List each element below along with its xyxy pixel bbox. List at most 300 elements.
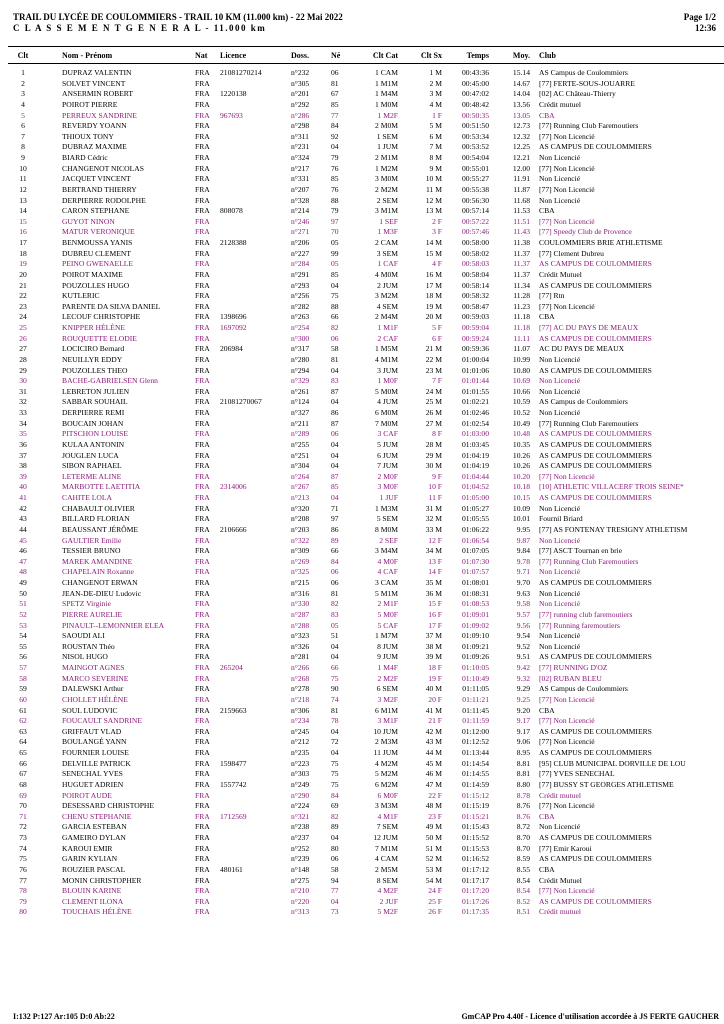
- cell-clt: 49: [19, 578, 27, 587]
- cell-nom: GARIN KYLIAN: [62, 854, 118, 864]
- cell-sx: 52 M: [425, 854, 442, 864]
- cell-dos: n°245: [291, 726, 310, 736]
- column-headers: [0, 50, 724, 62]
- cell-nom: CAHITE LOLA: [62, 493, 112, 502]
- cell-clt: 80: [19, 907, 27, 917]
- cell-nat: FRA: [195, 620, 210, 630]
- col-dossard: Doss.: [291, 51, 310, 60]
- race-title: TRAIL DU LYCÉE DE COULOMMIERS - TRAIL 10 KM (11.000 km) - 22 Mai 2022: [13, 12, 343, 22]
- cell-clt: 63: [19, 726, 27, 736]
- cell-cat: 5 M1M: [375, 588, 398, 598]
- cell-sx: 22 M: [425, 354, 442, 364]
- cell-ne: 66: [331, 663, 339, 672]
- cell-tps: 01:09:02: [461, 620, 489, 630]
- cell-nom: MARBOTTE LAETITIA: [62, 482, 141, 492]
- cell-nom: PARENTE DA SILVA DANIEL: [62, 301, 161, 311]
- cell-clt: 17: [19, 238, 27, 247]
- cell-tps: 00:47:02: [461, 89, 489, 99]
- table-row: [0, 291, 724, 302]
- cell-clt: 58: [19, 673, 27, 683]
- cell-tps: 01:03:45: [461, 439, 489, 449]
- cell-cat: 3 M1M: [375, 206, 398, 216]
- cell-cat: 2 M5M: [375, 864, 398, 874]
- cell-moy: 9.56: [516, 620, 530, 630]
- cell-moy: 10.26: [512, 450, 530, 460]
- cell-clt: 74: [19, 843, 27, 853]
- cell-ne: 06: [331, 68, 339, 77]
- cell-sx: 20 F: [428, 694, 442, 704]
- cell-cat: 4 M1F: [377, 811, 398, 821]
- cell-ne: 06: [331, 854, 339, 864]
- cell-clt: 61: [19, 705, 27, 715]
- table-row: [0, 121, 724, 132]
- cell-cat: 6 M2M: [375, 779, 398, 789]
- cell-tps: 00:55:01: [461, 163, 489, 173]
- cell-tps: 00:45:00: [461, 78, 489, 88]
- cell-dos: n°252: [291, 843, 310, 853]
- cell-dos: n°294: [291, 365, 310, 375]
- table-row: [0, 514, 724, 525]
- cell-cat: 6 JUM: [377, 450, 398, 460]
- cell-nom: DELVILLE PATRICK: [62, 758, 131, 768]
- cell-cat: 2 M2M: [375, 184, 398, 194]
- cell-clt: 35: [19, 429, 27, 439]
- cell-club: Non Licencié: [539, 535, 581, 545]
- cell-ne: 81: [331, 588, 339, 598]
- cell-nat: FRA: [195, 811, 210, 821]
- cell-dos: n°293: [291, 280, 310, 290]
- table-row: [0, 270, 724, 281]
- cell-cat: 3 M0M: [375, 174, 398, 184]
- cell-ne: 84: [331, 790, 339, 800]
- cell-club: CBA: [539, 705, 555, 715]
- cell-dos: n°223: [291, 758, 310, 768]
- cell-dos: n°331: [291, 174, 310, 184]
- cell-club: [77] Running Club Faremoutiers: [539, 121, 639, 131]
- cell-cat: 3 M4M: [375, 546, 398, 556]
- cell-clt: 38: [19, 461, 27, 471]
- cell-moy: 14.04: [512, 89, 530, 99]
- cell-moy: 11.18: [513, 312, 530, 322]
- cell-clt: 65: [19, 748, 27, 757]
- cell-clt: 42: [19, 503, 27, 513]
- cell-sx: 27 M: [425, 418, 442, 428]
- cell-ne: 85: [331, 99, 339, 109]
- cell-tps: 00:59:03: [461, 312, 489, 322]
- cell-moy: 8.72: [516, 822, 530, 832]
- table-row: [0, 100, 724, 111]
- cell-clt: 64: [19, 737, 27, 747]
- cell-clt: 46: [19, 546, 27, 556]
- table-row: [0, 408, 724, 419]
- cell-dos: n°309: [291, 546, 310, 556]
- cell-cat: 2 SEF: [379, 535, 398, 545]
- cell-club: AS CAMPUS DE COULOMMIERS: [539, 365, 652, 375]
- cell-nom: JOUGLEN LUCA: [62, 450, 119, 460]
- cell-cat: 1 M0F: [377, 376, 398, 386]
- cell-dos: n°321: [291, 811, 310, 821]
- cell-ne: 74: [331, 694, 339, 704]
- cell-club: AS CAMPUS DE COULOMMIERS: [539, 833, 652, 842]
- cell-dos: n°210: [291, 886, 310, 896]
- cell-sx: 35 M: [425, 578, 442, 587]
- col-temps: Temps: [466, 51, 489, 60]
- table-row: [0, 865, 724, 876]
- header-rule-bottom: [8, 63, 724, 64]
- cell-cat: 1 M1M: [375, 78, 398, 88]
- cell-cat: 2 JUM: [377, 280, 398, 290]
- cell-nat: FRA: [195, 833, 210, 842]
- cell-nom: DESESSARD CHRISTOPHE: [62, 801, 155, 811]
- cell-club: Non Licencié: [539, 153, 581, 162]
- cell-club: [77] Running faremoutiers: [539, 620, 620, 630]
- cell-cat: 2 JUF: [379, 896, 398, 906]
- cell-cat: 4 M0F: [377, 556, 398, 566]
- cell-lic: 1557742: [220, 779, 247, 789]
- cell-nat: FRA: [195, 280, 210, 290]
- cell-dos: n°232: [291, 68, 310, 77]
- cell-club: AS Campus de Coulommiers: [539, 68, 628, 77]
- cell-club: AS CAMPUS DE COULOMMIERS: [539, 142, 652, 152]
- cell-tps: 01:03:00: [461, 429, 489, 439]
- cell-clt: 72: [19, 822, 27, 832]
- table-row: [0, 854, 724, 865]
- cell-sx: 13 M: [425, 206, 442, 216]
- cell-club: [95] CLUB MUNICIPAL DORVILLE DE LOU: [539, 758, 686, 768]
- cell-moy: 10.20: [512, 471, 530, 481]
- cell-nom: SENECHAL YVES: [62, 769, 123, 779]
- footer-software: GmCAP Pro 4.40f - Licence d'utilisation accordée à JS FERTE GAUCHER: [461, 1012, 719, 1021]
- cell-club: AC DU PAYS DE MEAUX: [539, 344, 625, 354]
- cell-nat: FRA: [195, 206, 210, 216]
- cell-cat: 3 M2F: [377, 694, 398, 704]
- cell-sx: 9 F: [432, 471, 442, 481]
- cell-sx: 7 F: [432, 376, 442, 386]
- cell-club: [77] Speedy Club de Provence: [539, 227, 632, 237]
- cell-nat: FRA: [195, 567, 210, 577]
- cell-ne: 82: [331, 599, 339, 609]
- cell-clt: 52: [19, 609, 27, 619]
- cell-clt: 73: [19, 833, 27, 842]
- table-row: [0, 68, 724, 79]
- table-row: [0, 695, 724, 706]
- cell-dos: n°320: [291, 503, 310, 513]
- cell-clt: 25: [19, 323, 27, 332]
- cell-clt: 48: [19, 567, 27, 577]
- cell-sx: 13 F: [428, 556, 442, 566]
- cell-sx: 4 M: [429, 99, 442, 109]
- cell-ne: 05: [331, 259, 339, 269]
- cell-moy: 11.34: [513, 280, 530, 290]
- cell-nat: FRA: [195, 153, 210, 162]
- cell-nom: BLOUIN KARINE: [62, 886, 122, 896]
- cell-nom: PITSCHON LOUISE: [62, 429, 129, 439]
- cell-sx: 6 F: [432, 333, 442, 343]
- cell-club: Crédit mutuel: [539, 99, 581, 109]
- table-row: [0, 185, 724, 196]
- cell-ne: 75: [331, 673, 339, 683]
- cell-nat: FRA: [195, 673, 210, 683]
- cell-cat: 3 CAF: [377, 429, 398, 439]
- cell-tps: 01:15:21: [461, 811, 489, 821]
- table-row: [0, 355, 724, 366]
- cell-ne: 06: [331, 333, 339, 343]
- table-row: [0, 759, 724, 770]
- cell-nat: FRA: [195, 471, 210, 481]
- table-row: [0, 599, 724, 610]
- cell-tps: 00:54:04: [461, 153, 489, 162]
- cell-moy: 8.54: [516, 886, 530, 896]
- cell-sx: 24 F: [428, 886, 442, 896]
- cell-club: [77] Non Licencié: [539, 886, 595, 896]
- cell-sx: 16 F: [428, 609, 442, 619]
- cell-dos: n°282: [291, 301, 310, 311]
- cell-nat: FRA: [195, 301, 210, 311]
- cell-tps: 01:02:54: [461, 418, 489, 428]
- cell-dos: n°317: [291, 344, 310, 354]
- ranking-subtitle: C L A S S E M E N T G E N E R A L - 11.000 km: [13, 22, 267, 33]
- table-row: [0, 323, 724, 334]
- cell-dos: n°284: [291, 259, 310, 269]
- table-row: [0, 631, 724, 642]
- cell-tps: 01:05:27: [461, 503, 489, 513]
- cell-tps: 01:13:44: [461, 748, 489, 757]
- cell-club: Non Licencié: [539, 588, 581, 598]
- cell-ne: 51: [331, 631, 339, 641]
- cell-moy: 9.42: [516, 663, 530, 672]
- cell-clt: 41: [19, 493, 27, 502]
- cell-dos: n°304: [291, 461, 310, 471]
- cell-nat: FRA: [195, 259, 210, 269]
- col-licence: Licence: [220, 51, 247, 60]
- cell-cat: 6 M0F: [377, 790, 398, 800]
- cell-sx: 5 F: [432, 323, 442, 332]
- cell-club: [77] Rtn: [539, 291, 565, 301]
- cell-cat: 2 CAF: [377, 333, 398, 343]
- cell-nom: ROUSTAN Théo: [62, 641, 115, 651]
- cell-tps: 01:04:19: [461, 461, 489, 471]
- cell-clt: 62: [19, 716, 27, 726]
- cell-sx: 36 M: [425, 588, 442, 598]
- cell-ne: 04: [331, 142, 339, 152]
- cell-nat: FRA: [195, 365, 210, 375]
- cell-nom: MAREK AMANDINE: [62, 556, 133, 566]
- cell-ne: 77: [331, 886, 339, 896]
- cell-cat: 8 SEM: [376, 875, 398, 885]
- cell-club: Non Licencié: [539, 354, 581, 364]
- cell-cat: 4 SEM: [376, 301, 398, 311]
- cell-ne: 73: [331, 907, 339, 917]
- cell-nom: PINAULT--LEMONNIER ELEA: [62, 620, 165, 630]
- cell-tps: 01:11:21: [462, 694, 489, 704]
- cell-nat: FRA: [195, 726, 210, 736]
- cell-sx: 11 M: [426, 184, 442, 194]
- cell-nom: CHENU STEPHANIE: [62, 811, 132, 821]
- cell-nat: FRA: [195, 312, 210, 322]
- cell-clt: 78: [19, 886, 27, 896]
- cell-clt: 50: [19, 588, 27, 598]
- cell-ne: 58: [331, 344, 339, 354]
- cell-tps: 01:16:52: [461, 854, 489, 864]
- cell-ne: 75: [331, 769, 339, 779]
- cell-dos: n°298: [291, 121, 310, 131]
- cell-ne: 97: [331, 216, 339, 226]
- cell-sx: 18 F: [428, 663, 442, 672]
- table-row: [0, 791, 724, 802]
- cell-dos: n°323: [291, 631, 310, 641]
- cell-tps: 01:06:22: [461, 524, 489, 534]
- cell-nom: THIOUX TONY: [62, 131, 114, 141]
- cell-nom: KAROUI EMIR: [62, 843, 113, 853]
- cell-cat: 1 CAF: [377, 259, 398, 269]
- cell-sx: 48 M: [425, 801, 442, 811]
- cell-nat: FRA: [195, 684, 210, 694]
- cell-moy: 9.87: [516, 535, 530, 545]
- cell-moy: 9.71: [516, 567, 530, 577]
- cell-nom: CHOLLET HÉLÈNE: [62, 694, 128, 704]
- cell-club: [77] BUSSY ST GEORGES ATHLETISME: [539, 779, 674, 789]
- cell-nom: NEUILLYR EDDY: [62, 354, 123, 364]
- cell-nom: DERPIERRE REMI: [62, 408, 125, 417]
- cell-moy: 10.49: [512, 418, 530, 428]
- cell-tps: 01:08:31: [461, 588, 489, 598]
- cell-tps: 00:58:00: [461, 238, 489, 247]
- cell-nat: FRA: [195, 131, 210, 141]
- cell-cat: 5 M2M: [375, 769, 398, 779]
- cell-moy: 8.70: [516, 833, 530, 842]
- cell-cat: 4 M0M: [375, 269, 398, 279]
- cell-tps: 00:56:30: [461, 195, 489, 205]
- cell-clt: 15: [19, 216, 27, 226]
- cell-clt: 32: [19, 397, 27, 407]
- cell-moy: 9.51: [516, 652, 530, 662]
- cell-ne: 77: [331, 110, 339, 120]
- table-row: [0, 684, 724, 695]
- cell-clt: 23: [19, 301, 27, 311]
- cell-sx: 23 F: [428, 811, 442, 821]
- cell-sx: 11 F: [428, 493, 442, 502]
- table-row: [0, 907, 724, 918]
- table-row: [0, 302, 724, 313]
- print-time: 12:36: [695, 22, 716, 33]
- table-row: [0, 376, 724, 387]
- cell-cat: 2 M4M: [375, 312, 398, 322]
- cell-moy: 10.59: [512, 397, 530, 407]
- col-nom: Nom - Prénom: [62, 51, 113, 60]
- cell-nom: POUZOLLES THEO: [62, 365, 128, 375]
- page-number: Page 1/2: [683, 12, 716, 22]
- cell-cat: 2 M0M: [375, 121, 398, 131]
- cell-nat: FRA: [195, 694, 210, 704]
- cell-sx: 26 M: [425, 408, 442, 417]
- cell-tps: 00:58:02: [461, 248, 489, 258]
- cell-tps: 00:53:52: [461, 142, 489, 152]
- cell-moy: 11.68: [513, 195, 530, 205]
- cell-tps: 01:11:59: [462, 716, 489, 726]
- cell-nom: KNIPPER HÉLÈNE: [62, 323, 126, 332]
- cell-clt: 33: [19, 408, 27, 417]
- cell-ne: 04: [331, 461, 339, 471]
- cell-cat: 5 M0M: [375, 386, 398, 396]
- cell-nom: MARCO SEVERINE: [62, 673, 129, 683]
- cell-cat: 2 SEM: [376, 195, 398, 205]
- cell-sx: 25 F: [428, 896, 442, 906]
- cell-nat: FRA: [195, 323, 210, 332]
- cell-clt: 69: [19, 790, 27, 800]
- table-row: [0, 344, 724, 355]
- cell-moy: 8.55: [516, 864, 530, 874]
- table-row: [0, 727, 724, 738]
- cell-dos: n°268: [291, 673, 310, 683]
- cell-nat: FRA: [195, 641, 210, 651]
- cell-lic: 2106666: [220, 524, 247, 534]
- cell-moy: 9.25: [516, 694, 530, 704]
- cell-nom: LEBRETON JULIEN: [62, 386, 130, 396]
- cell-sx: 30 M: [425, 461, 442, 471]
- cell-sx: 33 M: [425, 524, 442, 534]
- cell-club: [77] Non Licencié: [539, 694, 595, 704]
- cell-ne: 06: [331, 567, 339, 577]
- cell-moy: 9.17: [516, 716, 530, 726]
- cell-moy: 11.37: [513, 259, 530, 269]
- cell-sx: 2 M: [429, 78, 442, 88]
- cell-tps: 01:17:17: [461, 875, 489, 885]
- cell-club: AS CAMPUS DE COULOMMIERS: [539, 493, 652, 502]
- cell-sx: 31 M: [425, 503, 442, 513]
- cell-club: AS CAMPUS DE COULOMMIERS: [539, 652, 652, 662]
- cell-club: [77] YVES SENECHAL: [539, 769, 615, 779]
- cell-club: [77] Emir Karoui: [539, 843, 592, 853]
- cell-tps: 01:06:54: [461, 535, 489, 545]
- cell-nom: CHANGENOT NICOLAS: [62, 163, 144, 173]
- cell-nat: FRA: [195, 737, 210, 747]
- cell-tps: 00:51:50: [461, 121, 489, 131]
- cell-ne: 71: [331, 503, 339, 513]
- cell-nat: FRA: [195, 705, 210, 715]
- cell-moy: 12.25: [512, 142, 530, 152]
- cell-club: [77] running club faremoutiers: [539, 609, 633, 619]
- cell-moy: 8.81: [516, 769, 530, 779]
- cell-nom: KULAA ANTONIN: [62, 439, 125, 449]
- cell-nom: CLEMENT ILONA: [62, 896, 124, 906]
- cell-cat: 5 SEM: [376, 514, 398, 524]
- cell-club: Non Licencié: [539, 599, 581, 609]
- cell-cat: 10 JUM: [373, 726, 398, 736]
- cell-tps: 01:15:43: [461, 822, 489, 832]
- cell-ne: 89: [331, 822, 339, 832]
- cell-clt: 36: [19, 439, 27, 449]
- cell-sx: 46 M: [425, 769, 442, 779]
- cell-dos: n°290: [291, 790, 310, 800]
- cell-moy: 14.67: [512, 78, 530, 88]
- cell-nom: CHAPELAIN Roxanne: [62, 567, 134, 577]
- cell-tps: 00:43:36: [461, 68, 489, 77]
- cell-dos: n°300: [291, 333, 310, 343]
- table-row: [0, 79, 724, 90]
- cell-dos: n°264: [291, 471, 310, 481]
- cell-sx: 24 M: [425, 386, 442, 396]
- cell-cat: 7 JUM: [377, 461, 398, 471]
- cell-nom: LECOUF CHRISTOPHE: [62, 312, 141, 322]
- cell-dos: n°224: [291, 801, 310, 811]
- cell-cat: 6 SEM: [376, 684, 398, 694]
- cell-clt: 12: [19, 184, 27, 194]
- table-row: [0, 174, 724, 185]
- cell-nom: MATUR VERONIQUE: [62, 227, 135, 237]
- cell-sx: 1 F: [432, 110, 442, 120]
- cell-clt: 3: [21, 89, 25, 99]
- cell-sx: 8 F: [432, 429, 442, 439]
